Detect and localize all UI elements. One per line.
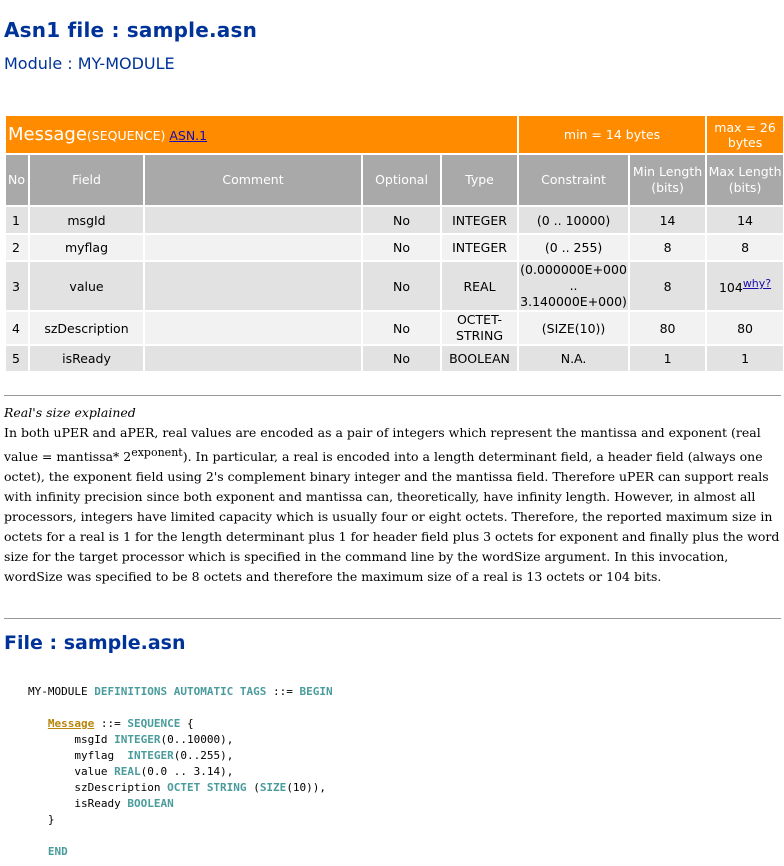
cell-type: INTEGER xyxy=(442,235,517,260)
message-header xyxy=(6,116,517,153)
col-constraint: Constraint xyxy=(519,155,628,205)
col-no: No xyxy=(6,155,28,205)
cell-max: 1 xyxy=(707,346,783,371)
message-type-link[interactable]: Message xyxy=(47,717,95,730)
table-row xyxy=(6,235,783,260)
cell-optional: No xyxy=(363,346,440,371)
cell-min: 1 xyxy=(630,346,705,371)
max-value: 104 xyxy=(718,280,743,296)
table-row xyxy=(6,262,783,310)
message-min-size: min = 14 bytes xyxy=(519,116,705,153)
cell-min: 14 xyxy=(630,207,705,233)
cell-no: 4 xyxy=(6,312,28,344)
cell-field: value xyxy=(30,262,143,310)
cell-optional: No xyxy=(363,312,440,344)
cell-type: INTEGER xyxy=(442,207,517,233)
explanation-text-end: ). In particular, a real is encoded into a length determinant field, a header field (always one octet), the exponent field using 2's complement binary integer and the mantissa field. Therefore uPER can support reals with infinity precision since both exponent and mantissa can, theoretically, have infinity length. However, in almost all processors, integers have limited capacity which is usually four or eight octets. Therefore, the reported maximum size in octets for a real is 1 for the length determinant plus 1 for header field plus 3 octets for exponent and finally plus the word size for the target processor which is specified in the command line by the wordSize argument. In this invocation, wordSize was specified to be 8 octets and therefore the maximum size of a real is 13 octets or 104 bits. xyxy=(4,449,780,585)
cell-constraint: (0 .. 10000) xyxy=(519,207,628,233)
explanation-text-start: In both uPER and aPER, real values are encoded as a pair of integers which represent the mantissa and exponent (real value = mantissa* 2 xyxy=(4,425,761,465)
asn1-link[interactable]: ASN.1 xyxy=(169,128,208,143)
table-row xyxy=(6,346,783,371)
message-max-size: max = 26 bytes xyxy=(707,116,783,153)
col-field: Field xyxy=(30,155,143,205)
cell-max: 14 xyxy=(707,207,783,233)
cell-comment xyxy=(145,262,361,310)
cell-constraint: N.A. xyxy=(519,346,628,371)
cell-field: msgId xyxy=(30,207,143,233)
cell-type: REAL xyxy=(442,262,517,310)
file-title: File : sample.asn xyxy=(4,632,186,654)
cell-no: 5 xyxy=(6,346,28,371)
explanation-title: Real's size explained xyxy=(4,405,136,420)
col-type: Type xyxy=(442,155,517,205)
cell-max xyxy=(707,262,783,310)
cell-field: myflag xyxy=(30,235,143,260)
col-max-length: Max Length (bits) xyxy=(707,155,783,205)
cell-comment xyxy=(145,312,361,344)
explanation-superscript: exponent xyxy=(131,446,183,459)
cell-field: isReady xyxy=(30,346,143,371)
module-title: Module : MY-MODULE xyxy=(4,54,175,73)
cell-comment xyxy=(145,346,361,371)
why-link[interactable]: why? xyxy=(742,276,772,290)
message-table xyxy=(4,114,784,373)
cell-optional: No xyxy=(363,262,440,310)
page-title: Asn1 file : sample.asn xyxy=(4,18,258,42)
cell-optional: No xyxy=(363,207,440,233)
cell-min: 8 xyxy=(630,235,705,260)
cell-type: BOOLEAN xyxy=(442,346,517,371)
cell-min: 80 xyxy=(630,312,705,344)
cell-constraint: (0.000000E+000 .. 3.140000E+000) xyxy=(520,262,627,309)
divider xyxy=(4,395,781,396)
real-size-explanation xyxy=(4,403,782,587)
cell-comment xyxy=(145,235,361,260)
table-row xyxy=(6,207,783,233)
message-kind: (SEQUENCE) xyxy=(86,128,166,143)
cell-max: 80 xyxy=(707,312,783,344)
col-optional: Optional xyxy=(363,155,440,205)
col-min-length: Min Length (bits) xyxy=(630,155,705,205)
divider xyxy=(4,618,781,619)
cell-optional: No xyxy=(363,235,440,260)
cell-comment xyxy=(145,207,361,233)
cell-no: 1 xyxy=(6,207,28,233)
cell-max: 8 xyxy=(707,235,783,260)
cell-no: 2 xyxy=(6,235,28,260)
asn-source-code: MY-MODULE DEFINITIONS AUTOMATIC TAGS ::= BEGIN Message ::= SEQUENCE { msgId INTEGER(0..10000), myflag INTEGER(0..255), value REAL(0.0 .. 3.14), szDescription OCTET STRING (SIZE(10)), isReady BOOLEAN } END xyxy=(28,685,333,858)
col-comment: Comment xyxy=(145,155,361,205)
cell-no: 3 xyxy=(6,262,28,310)
table-row xyxy=(6,312,783,344)
cell-type: OCTET-STRING xyxy=(442,312,517,344)
cell-min: 8 xyxy=(630,262,705,310)
cell-field: szDescription xyxy=(30,312,143,344)
cell-constraint: (SIZE(10)) xyxy=(519,312,628,344)
message-name: Message xyxy=(8,124,87,145)
cell-constraint: (0 .. 255) xyxy=(519,235,628,260)
